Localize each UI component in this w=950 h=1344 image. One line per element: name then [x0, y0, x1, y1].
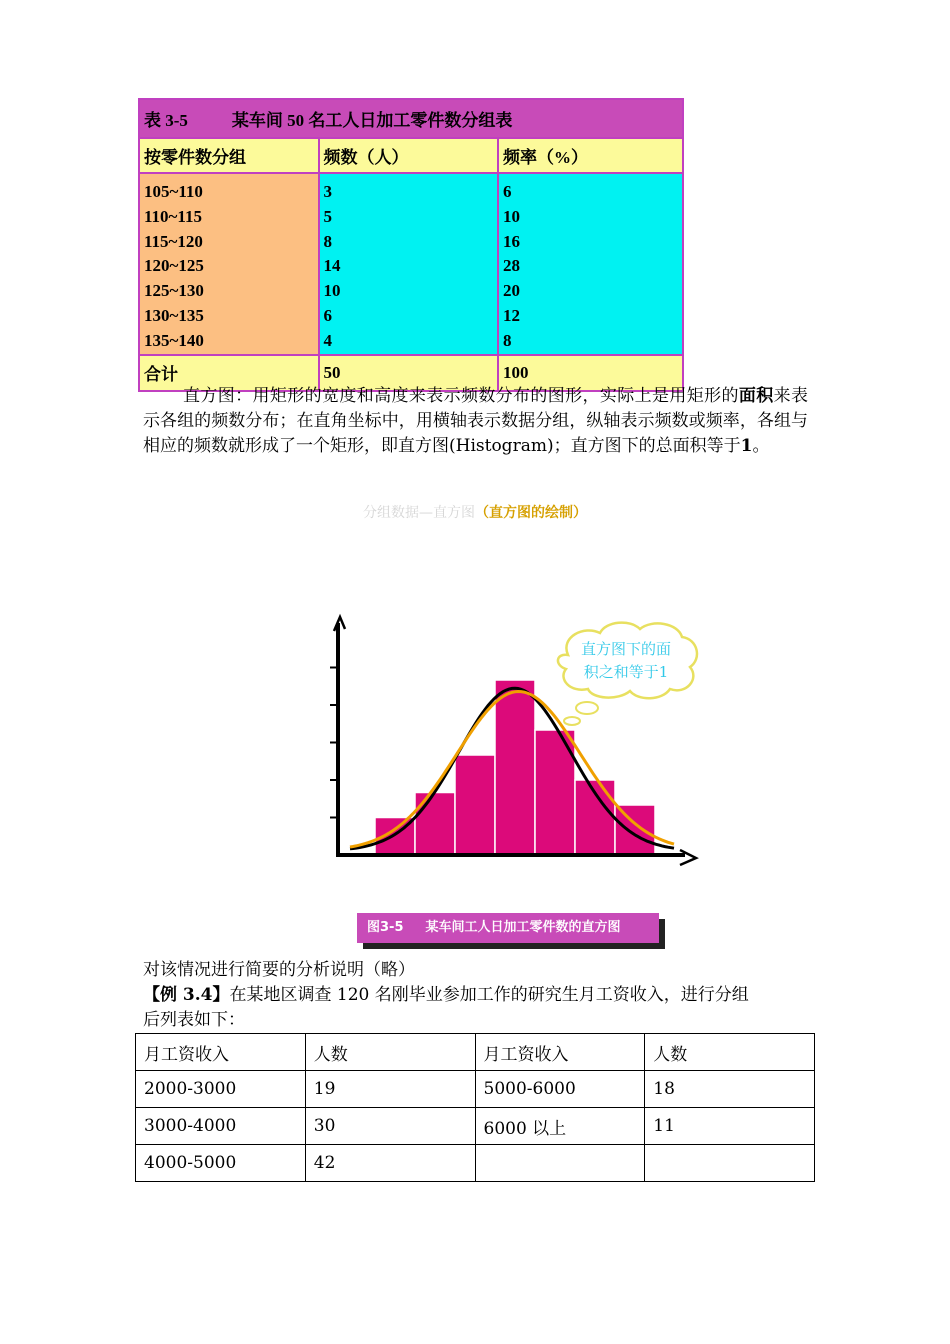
group-cell: 120~125 — [144, 256, 204, 276]
rates-column — [498, 173, 683, 355]
count-cell: 8 — [323, 231, 333, 251]
income-header: 月工资收入 — [475, 1034, 645, 1071]
group-cell: 105~110 — [144, 182, 203, 201]
histogram-bar — [455, 755, 495, 855]
group-cell: 110~115 — [144, 206, 202, 226]
para-bold-area: 面积 — [738, 386, 774, 406]
table-cell: 6000 以上 — [475, 1108, 645, 1145]
table-row — [136, 1034, 815, 1071]
counts-column — [319, 173, 499, 355]
table-title-text: 某车间 50 名工人日加工零件数分组表 — [231, 111, 513, 130]
table-cell: 4000-5000 — [136, 1145, 306, 1182]
table-cell: 18 — [645, 1071, 815, 1108]
header-group: 按零件数分组 — [139, 138, 319, 173]
table-number: 表 3-5 — [144, 111, 188, 130]
table-cell: 19 — [305, 1071, 475, 1108]
count-header: 人数 — [645, 1034, 815, 1071]
rate-cell: 6 — [503, 182, 512, 201]
header-count: 频数（人） — [319, 138, 499, 173]
example-intro — [143, 983, 749, 1008]
count-cell: 14 — [323, 256, 341, 276]
header-rate: 频率（%） — [498, 138, 683, 173]
income-table — [135, 1033, 815, 1182]
bubble-text-line2: 积之和等于1 — [583, 663, 669, 681]
count-header: 人数 — [305, 1034, 475, 1071]
caption-number: 图3-5 — [367, 920, 404, 935]
bubble-text-line1: 直方图下的面 — [580, 640, 672, 658]
example-tag: 【例 3.4】 — [143, 985, 230, 1005]
histogram-bars — [375, 680, 655, 855]
rate-cell: 28 — [503, 256, 521, 276]
table-cell: 11 — [645, 1108, 815, 1145]
rate-cell: 16 — [503, 231, 521, 251]
subheading-gold: （直方图的绘制） — [475, 505, 587, 521]
x-axis-arrow — [680, 850, 696, 865]
frequency-table — [138, 98, 684, 392]
thought-bubble — [558, 623, 697, 725]
figure-caption — [357, 913, 659, 943]
count-cell: 3 — [323, 182, 333, 201]
rate-cell: 20 — [503, 281, 521, 301]
total-count: 50 — [319, 355, 499, 391]
table-title — [139, 99, 683, 138]
table-cell — [645, 1145, 815, 1182]
table-row — [136, 1071, 815, 1108]
rate-cell: 8 — [503, 330, 512, 350]
table-cell: 30 — [305, 1108, 475, 1145]
example-intro-cont: 后列表如下： — [143, 1010, 245, 1030]
count-cell: 6 — [323, 305, 333, 325]
table-cell: 5000-6000 — [475, 1071, 645, 1108]
histogram-definition — [143, 384, 808, 459]
count-cell: 5 — [323, 206, 333, 226]
slide-subheading — [0, 502, 950, 522]
table-row — [136, 1108, 815, 1145]
table-row — [136, 1145, 815, 1182]
analysis-note: 对该情况进行简要的分析说明（略） — [143, 960, 415, 980]
subheading-faint: 分组数据—直方图 — [363, 505, 475, 521]
table-cell — [475, 1145, 645, 1182]
rate-cell: 12 — [503, 305, 521, 325]
table-cell: 3000-4000 — [136, 1108, 306, 1145]
rate-cell: 10 — [503, 206, 521, 226]
histogram-bar — [495, 680, 535, 855]
para-bold-one: 1 — [740, 436, 753, 456]
histogram-chart — [300, 605, 720, 875]
count-cell: 10 — [323, 281, 341, 301]
para-text-3: 。 — [752, 436, 770, 456]
count-cell: 4 — [323, 330, 333, 350]
table-cell: 42 — [305, 1145, 475, 1182]
group-cell: 130~135 — [144, 305, 204, 325]
example-text: 在某地区调查 120 名刚毕业参加工作的研究生月工资收入，进行分组 — [229, 985, 749, 1005]
caption-text: 某车间工人日加工零件数的直方图 — [425, 920, 621, 935]
group-cell: 125~130 — [144, 281, 204, 301]
histogram-bar — [615, 805, 655, 855]
group-cell: 135~140 — [144, 330, 204, 350]
para-text-1: 直方图：用矩形的宽度和高度来表示频数分布的图形，实际上是用矩形的 — [183, 386, 739, 406]
total-label: 合计 — [139, 355, 319, 391]
histogram-bar — [415, 793, 455, 856]
table-cell: 2000-3000 — [136, 1071, 306, 1108]
group-cell: 115~120 — [144, 231, 203, 251]
groups-column — [139, 173, 319, 355]
para-text-2: 来表示各组的频数分布；在直角坐标中，用横轴表示数据分组，纵轴表示频数或频率，各组与相应的频数就形成了一个矩形，即直方图(Histogram)；直方图下的总面积等于 — [143, 386, 809, 456]
income-header: 月工资收入 — [136, 1034, 306, 1071]
total-rate: 100 — [498, 355, 683, 391]
